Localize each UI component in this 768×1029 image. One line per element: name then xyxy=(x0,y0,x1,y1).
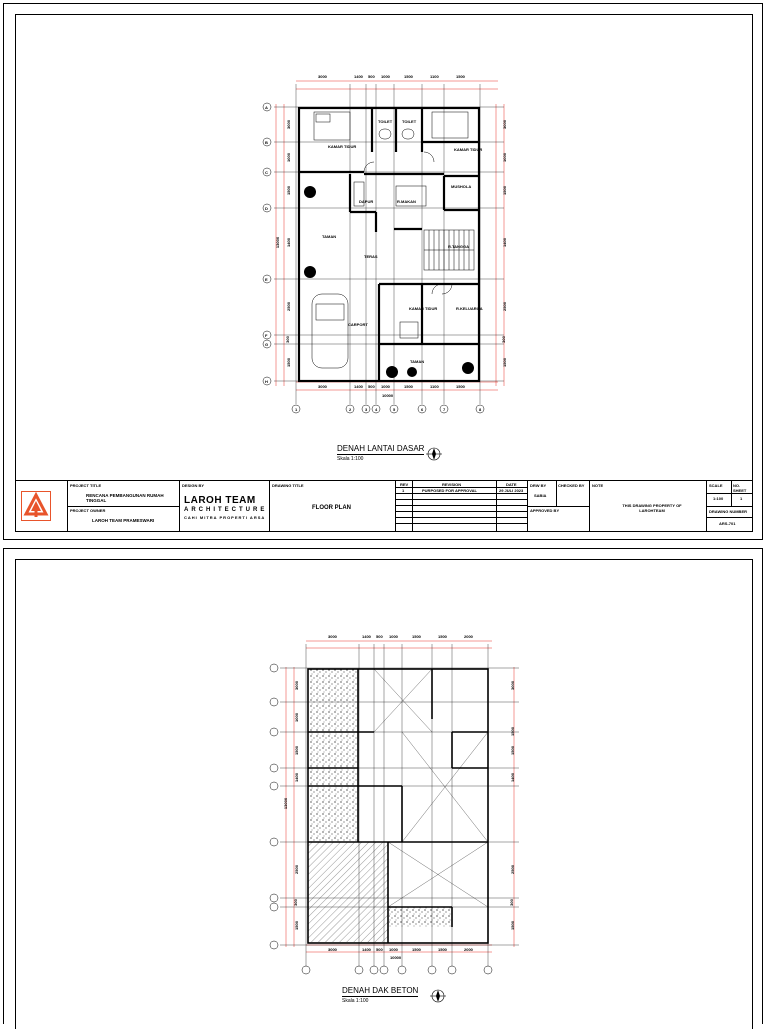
revision-date: 29 JULI 2023 xyxy=(499,488,524,493)
room-label: MUSHOLA xyxy=(451,184,472,189)
dim-label: 500 xyxy=(368,384,375,389)
grid-label: E xyxy=(265,277,268,282)
room-label: TAMAN xyxy=(322,234,337,239)
dim-label: 2500 xyxy=(501,302,507,311)
furniture xyxy=(312,112,468,368)
dim-label: 1100 xyxy=(430,74,439,79)
revision-desc: PURPOSED FOR APPROVAL xyxy=(422,488,477,493)
north-arrow-icon xyxy=(430,990,446,1002)
design-by-cell xyxy=(180,481,270,532)
note-label: NOTE xyxy=(592,483,604,488)
dim-label: 1400 xyxy=(293,773,299,782)
dim-label: 2500 xyxy=(509,865,515,874)
grid-label: 2 xyxy=(349,407,352,412)
dim-total: 13000 xyxy=(283,797,289,810)
room-label: KAMAR TIDUR xyxy=(409,306,438,311)
dim-label: 1500 xyxy=(456,74,465,79)
dim-label: 1500 xyxy=(293,921,299,930)
dim-label: 1500 xyxy=(404,384,413,389)
revision-cell xyxy=(396,481,528,532)
roof-slab-plan xyxy=(4,549,764,1025)
drawing-scale: Skala 1:100 xyxy=(342,998,369,1004)
project-owner-label: PROJECT OWNER xyxy=(70,508,106,513)
project-title-label: PROJECT TITLE xyxy=(70,483,102,488)
drawn-by-label: DRW BY xyxy=(530,483,547,488)
dim-label: 1500 xyxy=(509,921,515,930)
dim-label: 3000 xyxy=(293,681,299,690)
grid-label: 8 xyxy=(479,407,482,412)
dim-label: 1500 xyxy=(285,358,291,367)
dim-label: 1000 xyxy=(381,74,390,79)
grid-label: 7 xyxy=(443,407,446,412)
dim-label: 1000 xyxy=(389,947,398,952)
drawing-title-label: DRAWING TITLE xyxy=(272,483,304,488)
dim-label: 3000 xyxy=(501,120,507,129)
dim-label: 1000 xyxy=(381,384,390,389)
firm-name: LAROH TEAM xyxy=(184,495,256,506)
grid-label: 4 xyxy=(375,407,378,412)
slab-diagonals xyxy=(374,669,488,907)
dim-label: 1400 xyxy=(501,238,507,247)
room-label: TAMAN xyxy=(410,359,425,364)
dim-label: 1500 xyxy=(509,746,515,755)
dim-label: 1400 xyxy=(362,947,371,952)
dim-label: 1500 xyxy=(438,634,447,639)
dim-label: 300 xyxy=(500,336,506,343)
grid-label: A xyxy=(265,105,268,110)
room-label: R.TANGGA xyxy=(448,244,470,249)
grid-label: 1 xyxy=(295,407,298,412)
drawing-number-label: DRAWING NUMBER xyxy=(709,509,747,514)
dim-total: 10000 xyxy=(390,955,402,960)
stairs xyxy=(424,230,474,270)
dim-label: 500 xyxy=(368,74,375,79)
dim-label: 3000 xyxy=(328,634,337,639)
room-label: DAPUR xyxy=(359,199,374,204)
dim-label: 1500 xyxy=(293,746,299,755)
drawn-cell xyxy=(528,481,590,532)
dim-label: 1000 xyxy=(501,153,507,162)
room-label: KAMAR TIDUR xyxy=(328,144,357,149)
dim-label: 300 xyxy=(292,899,298,906)
dim-label: 3000 xyxy=(509,681,515,690)
dim-label: 1400 xyxy=(354,74,363,79)
design-by-label: DESIGN BY xyxy=(182,483,205,488)
north-arrow-icon xyxy=(426,448,442,460)
grid-label: 3 xyxy=(365,407,368,412)
project-title: RENCANA PEMBANGUNAN RUMAH TINGGAL xyxy=(86,493,164,503)
dim-label: 1500 xyxy=(404,74,413,79)
dim-label: 2000 xyxy=(464,947,473,952)
firm-sub: ARCHITECTURE xyxy=(184,507,268,513)
dim-label: 1400 xyxy=(285,238,291,247)
dim-label: 1100 xyxy=(430,384,439,389)
dim-label: 1000 xyxy=(285,153,291,162)
dim-total: 10000 xyxy=(382,393,394,398)
drawing-title xyxy=(337,444,424,462)
dim-label: 2000 xyxy=(464,634,473,639)
dim-label: 300 xyxy=(284,336,290,343)
dim-label: 1500 xyxy=(412,947,421,952)
dim-label: 3000 xyxy=(318,74,327,79)
note-cell xyxy=(590,481,707,532)
rev-label: REV xyxy=(400,482,409,487)
dim-label: 1500 xyxy=(412,634,421,639)
sheet-no-label: NO. SHEET xyxy=(733,483,747,493)
dim-label: 1400 xyxy=(354,384,363,389)
revision-label: REVISION xyxy=(442,482,462,487)
grid-label: F xyxy=(265,333,268,338)
drawing-title xyxy=(342,986,418,1004)
scale-label: SCALE xyxy=(709,483,723,488)
dim-label: 500 xyxy=(376,634,383,639)
slab-fills xyxy=(308,669,451,942)
room-label: R.KELUARGA xyxy=(456,306,483,311)
room-label: CARPORT xyxy=(348,322,368,327)
drawing-title-value: FLOOR PLAN xyxy=(312,505,351,511)
sheet-info-cell xyxy=(707,481,753,532)
grid-label: 5 xyxy=(393,407,396,412)
grid-label: 6 xyxy=(421,407,424,412)
project-cell xyxy=(68,481,180,532)
drawing-title-text: DENAH DAK BETON xyxy=(342,986,419,995)
dim-label: 1000 xyxy=(389,634,398,639)
grid-label: C xyxy=(265,170,268,175)
dim-label: 3000 xyxy=(285,120,291,129)
room-label: R.MAKAN xyxy=(397,199,416,204)
grid-label: G xyxy=(265,342,269,347)
dim-label: 1400 xyxy=(509,773,515,782)
grid-label: B xyxy=(265,140,268,145)
dim-label: 500 xyxy=(376,947,383,952)
dim-label: 1500 xyxy=(285,186,291,195)
logo-cell xyxy=(15,481,68,532)
grid-label: H xyxy=(265,379,268,384)
checked-by-label: CHECKED BY xyxy=(558,483,585,488)
drawn-by: SABIA xyxy=(534,493,547,498)
dim-label: 1500 xyxy=(438,947,447,952)
project-owner: LAROH TEAM PRAMESWARI xyxy=(92,518,155,523)
dim-label: 1000 xyxy=(293,713,299,722)
firm-logo-icon xyxy=(21,491,51,521)
grid-lines xyxy=(274,84,504,404)
dim-total: 13000 xyxy=(275,236,281,249)
drawing-sheet-roof-slab xyxy=(3,548,763,1024)
grid-label: D xyxy=(265,206,268,211)
room-label: TERAS xyxy=(364,254,378,259)
dim-label: 3000 xyxy=(328,947,337,952)
drawing-scale: Skala 1:100 xyxy=(337,456,364,462)
rev-no: 1 xyxy=(402,488,405,493)
dim-label: 1500 xyxy=(456,384,465,389)
dim-label: 2500 xyxy=(285,302,291,311)
room-label: TOILET xyxy=(378,119,393,124)
dim-label: 1500 xyxy=(509,727,515,736)
dim-label: 1400 xyxy=(362,634,371,639)
date-label: DATE xyxy=(506,482,517,487)
drawing-title-text: DENAH LANTAI DASAR xyxy=(337,444,425,453)
note-text: THIS DRAWING PROPERTY OF LAROHTEAM xyxy=(622,503,682,513)
room-label: TOILET xyxy=(402,119,417,124)
dim-label: 2500 xyxy=(293,865,299,874)
dim-label: 300 xyxy=(508,899,514,906)
title-block xyxy=(15,480,753,532)
dim-label: 1500 xyxy=(501,358,507,367)
room-label: KAMAR TIDUR xyxy=(454,147,483,152)
drawing-sheet-ground-floor xyxy=(3,3,763,540)
drawing-number: ARS-701 xyxy=(719,521,736,526)
sheet-no: 1 xyxy=(740,496,743,501)
firm-tagline: CAHI MITRA PROPERTI ARSA xyxy=(184,515,266,520)
dim-label: 1500 xyxy=(501,186,507,195)
plant-icons xyxy=(304,186,474,378)
approved-by-label: APPROVED BY xyxy=(530,508,560,513)
scale-value: 1:100 xyxy=(713,496,724,501)
drawing-title-cell xyxy=(270,481,396,532)
dim-label: 3000 xyxy=(318,384,327,389)
